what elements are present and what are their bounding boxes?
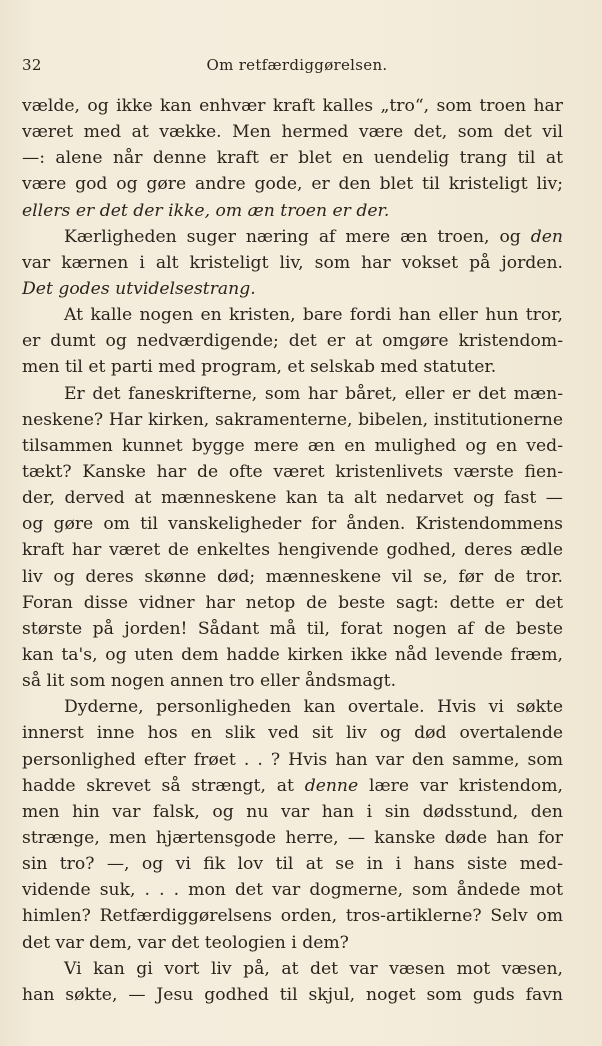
text-line: så lit som nogen annen tro eller åndsmagt. bbox=[22, 671, 397, 692]
text-line: tækt? Kanske har de ofte været kristenlivets værste fien- bbox=[22, 461, 563, 482]
text-line: største på jorden! Sådant må til, forat nogen af de beste bbox=[22, 618, 563, 639]
text-line: —: alene når denne kraft er blet en uendelig trang til at bbox=[22, 148, 563, 169]
text-line: det var dem, var det teologien i dem? bbox=[22, 932, 349, 953]
text-line: personlighed efter frøet . . ? Hvis han var den samme, som bbox=[22, 749, 563, 770]
text-line: der, derved at mænneskene kan ta alt nedarvet og fast — bbox=[22, 488, 563, 509]
text-line: Foran disse vidner har netop de beste sagt: dette er det bbox=[22, 592, 563, 613]
text-line: Dyderne, personligheden kan overtale. Hvis vi søkte bbox=[64, 697, 563, 718]
text-line: kan ta's, og uten dem hadde kirken ikke nåd levende fræm, bbox=[22, 644, 563, 665]
page-header bbox=[22, 56, 572, 80]
text-line: været med at vække. Men hermed være det, som det vil bbox=[22, 122, 563, 143]
text-line: og gøre om til vanskeligheder for ånden. Kristendommens bbox=[22, 514, 563, 535]
text-line: Er det faneskrifterne, som har båret, eller er det mæn- bbox=[64, 383, 563, 404]
text-line: er dumt og nedværdigende; det er at omgøre kristendom- bbox=[22, 331, 563, 352]
text-line: At kalle nogen en kristen, bare fordi han eller hun tror, bbox=[64, 305, 563, 326]
text-line: han søkte, — Jesu godhed til skjul, noget som guds favn bbox=[22, 984, 563, 1005]
text-line: tilsammen kunnet bygge mere æn en mulighed og en ved- bbox=[22, 435, 563, 456]
page-number: 32 bbox=[22, 56, 42, 74]
text-line: Vi kan gi vort liv på, at det var væsen mot væsen, bbox=[64, 958, 563, 979]
running-title: Om retfærdiggørelsen. bbox=[206, 56, 388, 74]
text-span: Kærligheden suger næring af mere æn troen, og bbox=[64, 226, 531, 247]
text-line: himlen? Retfærdiggørelsens orden, tros-artiklerne? Selv om bbox=[22, 906, 563, 927]
text-line: neskene? Har kirken, sakramenterne, bibelen, institutionerne bbox=[22, 409, 563, 430]
text-line: vælde, og ikke kan enhvær kraft kalles „tro“, som troen har bbox=[22, 96, 563, 116]
text-line: strænge, men hjærtensgode herre, — kanske døde han for bbox=[22, 827, 563, 848]
text-line: sin tro? —, og vi fik lov til at se in i hans siste med- bbox=[22, 854, 563, 875]
text-line: innerst inne hos en slik ved sit liv og død overtalende bbox=[22, 723, 563, 744]
text-span: lære var kristendom, bbox=[358, 775, 563, 796]
text-line: vidende suk, . . . mon det var dogmerne, som åndede mot bbox=[22, 880, 563, 901]
text-span: hadde skrevet så strængt, at bbox=[22, 775, 305, 796]
text-line: Det godes utvidelsestrang. bbox=[22, 278, 256, 299]
text-line: var kærnen i alt kristeligt liv, som har vokset på jorden. bbox=[22, 252, 563, 273]
text-line: men til et parti med program, et selskab med statuter. bbox=[22, 357, 497, 378]
text-line: liv og deres skønne død; mænneskene vil se, før de tror. bbox=[22, 566, 563, 587]
text-line bbox=[22, 224, 563, 250]
text-line: men hin var falsk, og nu var han i sin dødsstund, den bbox=[22, 801, 563, 822]
text-line: kraft har været de enkeltes hengivende godhed, deres ædle bbox=[22, 540, 563, 561]
emphasis: den bbox=[530, 226, 563, 247]
text-line bbox=[22, 773, 563, 799]
page-body bbox=[22, 93, 563, 1008]
text-line: være god og gøre andre gode, er den blet til kristeligt liv; bbox=[22, 174, 563, 195]
text-line: ellers er det der ikke, om æn troen er der. bbox=[22, 200, 390, 221]
emphasis: denne bbox=[304, 775, 359, 796]
